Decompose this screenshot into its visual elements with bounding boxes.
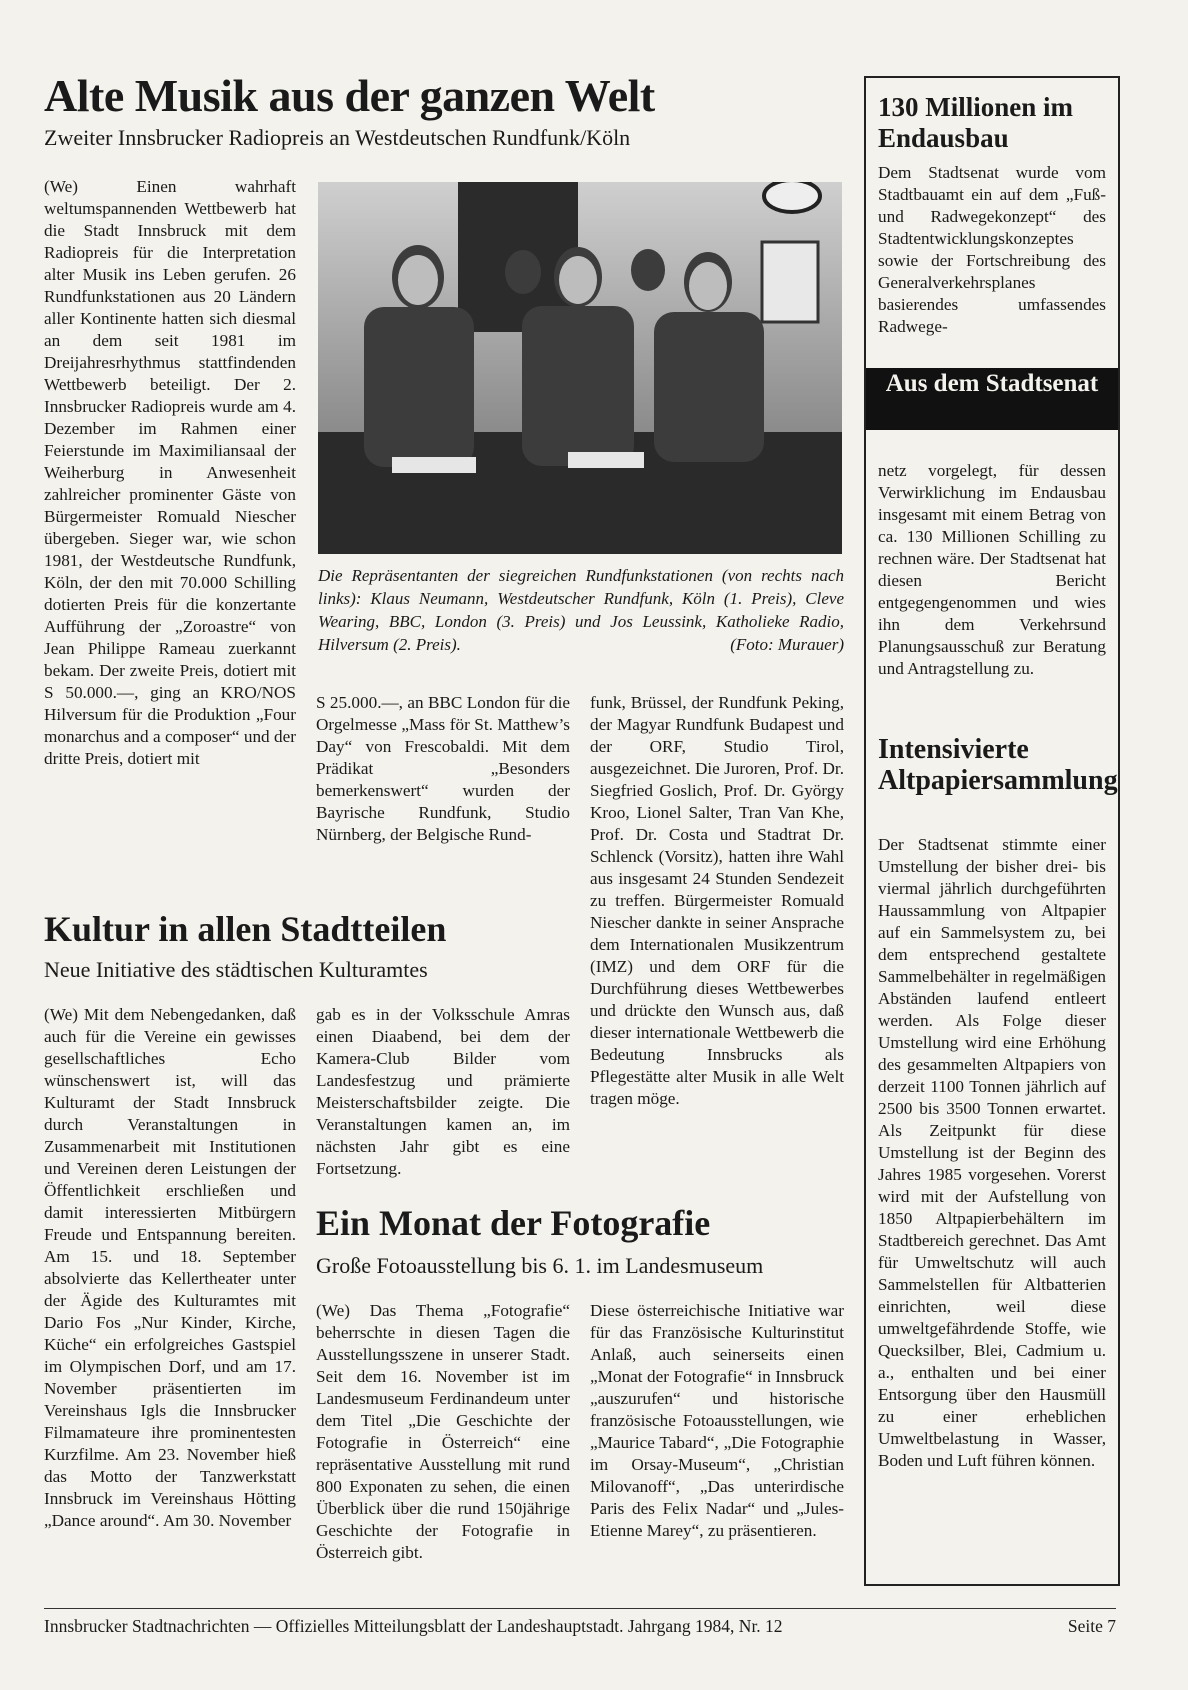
award-photo-image [318, 182, 842, 554]
sidebar-banner: Aus dem Stadtsenat [866, 368, 1118, 430]
article1-col1: (We) Einen wahrhaft weltumspannenden Wettbewerb hat die Stadt Innsbruck mit dem Radiopreis für die Interpretation alter Musik ins Leben gerufen. 26 Rundfunkstationen aus 20 Ländern aller Kontinente hatten sich diesmal an dem seit 1981 im Dreijahresrhythmus stattfindenden Wettbewerb beteiligt. Der 2. Innsbrucker Radiopreis wurde am 4. Dezember im Rahmen einer Feierstunde im Maximiliansaal der Weiherburg in Anwesenheit zahlreicher prominenter Gäste von Bürgermeister Romuald Niescher übergeben. Sieger war, wie schon 1981, der Westdeutsche Rundfunk, Köln, der den mit 70.000 Schilling dotierten Preis für die konzertante Aufführung der „Zoroastre“ von Jean Philippe Rameau zuerkannt bekam. Der zweite Preis, dotiert mit S 50.000.—, ging an KRO/NOS Hilversum für die Produktion „Four monarchus and a composer“ und der dritte Preis, dotiert mit [44, 177, 296, 768]
article1-subheadline: Zweiter Innsbrucker Radiopreis an Westdeutschen Rundfunk/Köln [44, 125, 631, 150]
photo-caption [318, 564, 844, 656]
page-footer [44, 1608, 1116, 1637]
article3-headline: Ein Monat der Fotografie [316, 1203, 711, 1243]
photo-credit: (Foto: Murauer) [730, 635, 844, 654]
sidebar-text1: Dem Stadtsenat wurde vom Stadtbauamt ein auf dem „Fuß- und Radwegekonzept“ des Stadtentwicklungskonzeptes sowie der Fortschreibung des Generalverkehrsplanes basierendes umfassendes Radwege- [878, 163, 1106, 336]
article2-col1: (We) Mit dem Nebengedanken, daß auch für die Vereine ein gewisses gesellschaftliches Echo wünschenswert ist, will das Kulturamt der Stadt Innsbruck durch Veranstaltungen in Zusammenarbeit mit Institutionen und Vereinen deren Leistungen der Öffentlichkeit erschließen und damit interessierten Mitbürgern Freude und Entspannung bereiten. Am 15. und 18. September absolvierte das Kellertheater unter der Ägide des Kulturamtes mit Dario Fos „Nur Kinder, Kirche, Küche“ ein erfolgreiches Gastspiel im Olympischen Dorf, und am 17. November präsentierten im Vereinshaus Igls die Innsbrucker Filmamateure ihre prominentesten Kurzfilme. Am 23. November hieß das Motto der Tanzwerkstatt Innsbruck im Vereinshaus Hötting „Dance around“. Am 30. November [44, 1005, 296, 1530]
article3-subheadline: Große Fotoausstellung bis 6. 1. im Landesmuseum [316, 1253, 764, 1278]
article1-col3: funk, Brüssel, der Rundfunk Peking, der Magyar Rundfunk Budapest und der ORF, Studio Tirol, ausgezeichnet. Die Juroren, Prof. Dr. Siegfried Goslich, Prof. Dr. György Kroo, Lionel Salter, Tran Van Khe, Prof. Dr. Costa und Stadtrat Dr. Schlenck (Vorsitz), hatten ihre Wahl aus insgesamt 24 Stunden Sendezeit zu treffen. Bürgermeister Romuald Niescher dankte in seiner Ansprache dem Internationalen Musikzentrum (IMZ) und dem ORF für die Durchführung dieses Wettbewerbes und drückte den Wunsch aus, daß dieser internationale Wettbewerb die Bedeutung Innsbrucks als Pflegestätte alter Musik in alle Welt tragen möge. [590, 693, 844, 1108]
article2-headline: Kultur in allen Stadtteilen [44, 909, 447, 949]
sidebar-text3: Der Stadtsenat stimmte einer Umstellung der bisher drei- bis viermal jährlich durchgeführten Haussammlung von Altpapier auf ein Sammelsystem zu, bei dem entsprechend gestaltete Sammelbehälter in regelmäßigen Abständen laufend entleert werden. Als Folge dieser Umstellung wird eine Erhöhung des gesammelten Altpapiers von derzeit 1100 Tonnen jährlich auf 2500 bis 3500 Tonnen erwartet. Als Zeitpunkt für diese Umstellung ist der Beginn des Jahres 1985 vorgesehen. Vorerst wird mit der Aufstellung von 1850 Altpapierbehältern im Stadtbereich gerechnet. Das Amt für Umweltschutz will auch Sammelstellen für Altbatterien einrichten, weil diese umweltgefährdende Stoffe, wie Quecksilber, Blei, Cadmium u. a., enthalten und bei einer Entsorgung über den Hausmüll zu einer erheblichen Umweltbelastung in Wasser, Boden und Luft führen können. [878, 835, 1106, 1470]
sidebar-title: 130 Millionen im Endausbau [878, 92, 1073, 153]
sidebar-box [864, 76, 1120, 1586]
footer-text: Innsbrucker Stadtnachrichten — Offizielles Mitteilungsblatt der Landeshauptstadt. Jahrgang 1984, Nr. 12 [44, 1616, 783, 1636]
article3-col2: Diese österreichische Initiative war für das Französische Kulturinstitut Anlaß, auch seinerseits einen „Monat der Fotografie“ in Innsbruck „auszurufen“ und historische französische Fotoausstellungen, wie „Maurice Tabard“, „Die Fotographie im Orsay-Museum“, „Christian Milovanoff“, „Das unterirdische Paris des Felix Nadar“ und „Jules-Etienne Marey“, zu präsentieren. [590, 1301, 844, 1540]
article1-headline: Alte Musik aus der ganzen Welt [44, 70, 655, 121]
caption-text: Die Repräsentanten der siegreichen Rundfunkstationen (von rechts nach links): Klaus Neumann, Westdeutscher Rundfunk, Köln (1. Preis), Cleve Wearing, BBC, London (3. Preis) und Jos Leussink, Katholieke Radio, Hilversum (2. Preis). [318, 566, 844, 654]
article2-subheadline: Neue Initiative des städtischen Kulturamtes [44, 957, 428, 982]
award-photo [318, 182, 842, 554]
sidebar-text2: netz vorgelegt, für dessen Verwirklichung im Endausbau insgesamt mit einem Betrag von ca. 130 Millionen Schilling zu rechnen wäre. Der Stadtsenat hat diesen Bericht entgegengenommen und wies ihn dem Verkehrsund Planungsausschuß zur Beratung und Antragstellung zu. [878, 461, 1106, 678]
article2-col2: gab es in der Volksschule Amras einen Diaabend, bei dem der Kamera-Club Bilder vom Landesfestzug und prämierte Meisterschaftsbilder zeigte. Die Veranstaltungen kamen an, im nächsten Jahr gibt es eine Fortsetzung. [316, 1005, 570, 1178]
article1-col2: S 25.000.—, an BBC London für die Orgelmesse „Mass för St. Matthew’s Day“ von Frescobaldi. Mit dem Prädikat „Besonders bemerkenswert“ wurden der Bayrische Rundfunk, Studio Nürnberg, der Belgische Rund- [316, 693, 570, 844]
sidebar-heading2: Intensivierte Altpapiersammlung [878, 734, 1118, 796]
page-number: Seite 7 [1067, 1616, 1116, 1636]
article3-col1: (We) Das Thema „Fotografie“ beherrschte in diesen Tagen die Ausstellungsszene in unserer Stadt. Seit dem 16. November ist im Landesmuseum Ferdinandeum unter dem Titel „Die Geschichte der Fotografie in Österreich“ eine repräsentative Ausstellung mit rund 800 Exponaten zu sehen, die einen Überblick über die rund 150jährige Geschichte der Fotografie in Österreich gibt. [316, 1301, 570, 1562]
